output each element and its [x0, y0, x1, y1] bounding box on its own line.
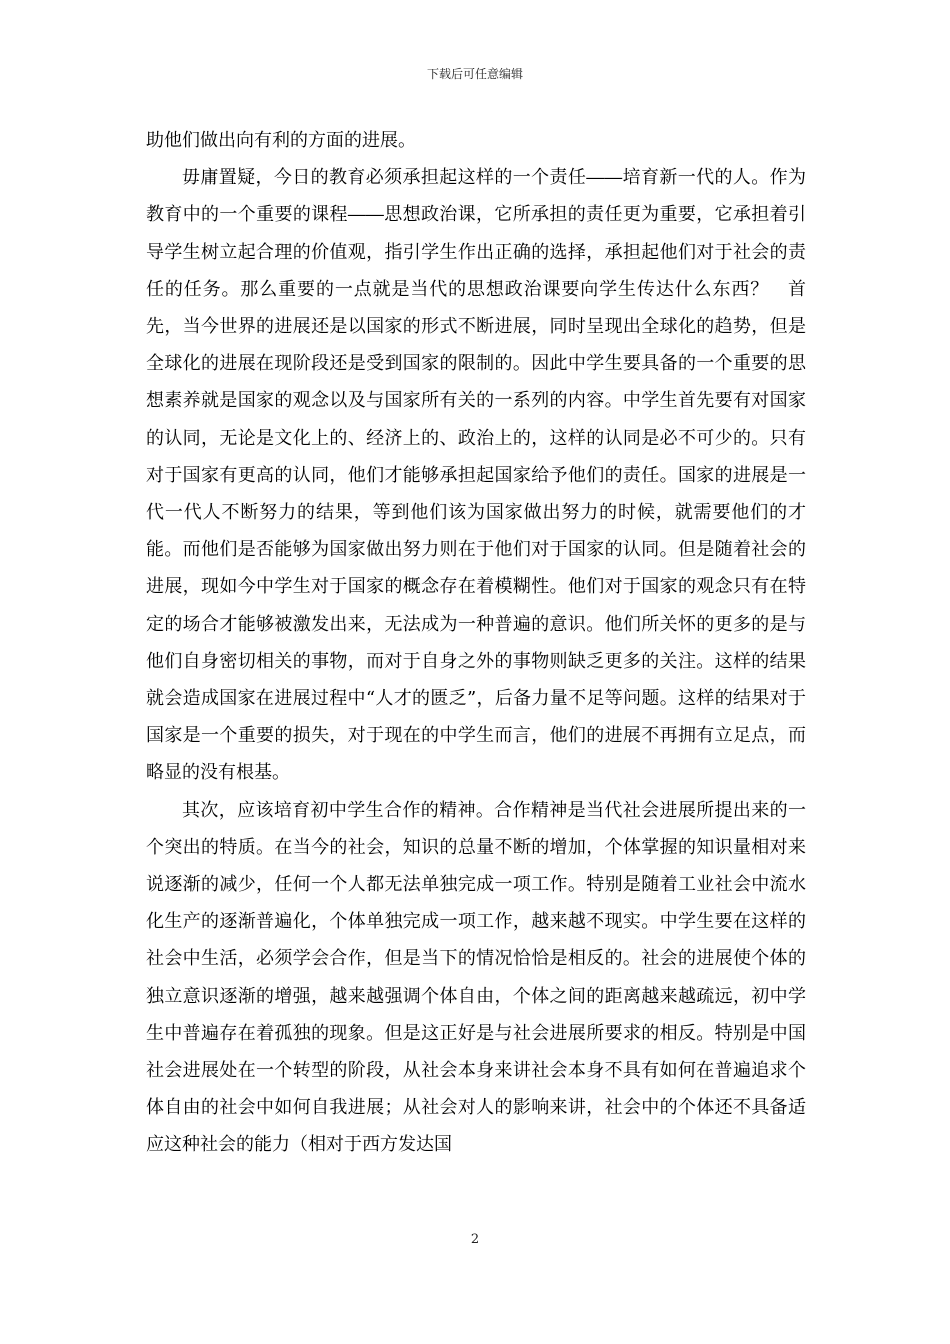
page-header: 下载后可任意编辑	[426, 67, 523, 81]
paragraph-2: 毋庸置疑，今日的教育必须承担起这样的一个责任――培育新一代的人。作为教育中的一个重要的课程――思想政治课，它所承担的责任更为重要，它承担着引导学生树立起合理的价值观，指引学生作出正确的选择，承担起他们对于社会的责任的任务。那么重要的一点就是当代的思想政治课要向学生传达什么东西？ 首先，当今世界的进展还是以国家的形式不断进展，同时呈现出全球化的趋势，但是全球化的进展在现阶段还是受到国家的限制的。因此中学生要具备的一个重要的思想素养就是国家的观念以及与国家所有关的一系列的内容。中学生首先要有对国家的认同，无论是文化上的、经济上的、政治上的，这样的认同是必不可少的。只有对于国家有更高的认同，他们才能够承担起国家给予他们的责任。国家的进展是一代一代人不断努力的结果，等到他们该为国家做出努力的时候，就需要他们的才能。而他们是否能够为国家做出努力则在于他们对于国家的认同。但是随着社会的进展，现如今中学生对于国家的概念存在着模糊性。他们对于国家的观念只有在特定的场合才能够被激发出来，无法成为一种普遍的意识。他们所关怀的更多的是与他们自身密切相关的事物，而对于自身之外的事物则缺乏更多的关注。这样的结果就会造成国家在进展过程中“人才的匮乏”，后备力量不足等问题。这样的结果对于国家是一个重要的损失，对于现在的中学生而言，他们的进展不再拥有立足点，而略显的没有根基。	[146, 167, 806, 784]
paragraph-1: 助他们做出向有利的方面的进展。	[146, 130, 416, 151]
paragraph-3: 其次，应该培育初中学生合作的精神。合作精神是当代社会进展所提出来的一个突出的特质。在当今的社会，知识的总量不断的增加，个体掌握的知识量相对来说逐渐的减少，任何一个人都无法单独完成一项工作。特别是随着工业社会中流水化生产的逐渐普遍化，个体单独完成一项工作，越来越不现实。中学生要在这样的社会中生活，必须学会合作，但是当下的情况恰恰是相反的。社会的进展使个体的独立意识逐渐的增强，越来越强调个体自由，个体之间的距离越来越疏远，初中学生中普遍存在着孤独的现象。但是这正好是与社会进展所要求的相反。特别是中国社会进展处在一个转型的阶段，从社会本身来讲社会本身不具有如何在普遍追求个体自由的社会中如何自我进展；从社会对人的影响来讲，社会中的个体还不具备适应这种社会的能力（相对于西方发达国	[146, 799, 806, 1156]
body-text	[146, 122, 806, 1164]
page-number: 2	[470, 1232, 480, 1247]
